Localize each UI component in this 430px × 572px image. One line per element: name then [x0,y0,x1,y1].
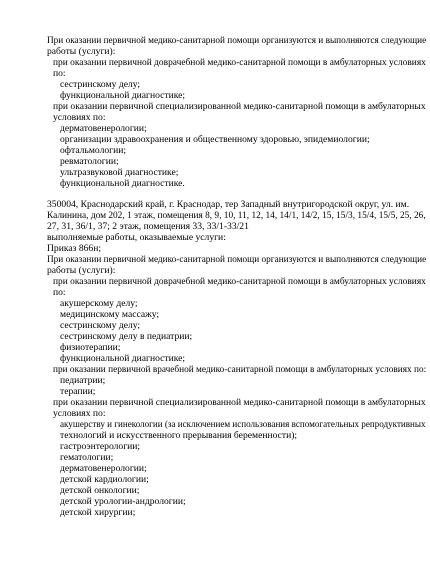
address-line: 27, 31, 36/1, 37; 2 этаж, помещения 33, 33/1-33/21 [47,221,249,232]
text-line: условиях по: [53,408,106,419]
text-line: при оказании первичной доврачебной медико-санитарной помощи в амбулаторных условиях [53,276,426,287]
text-line: при оказании первичной доврачебной медико-санитарной помощи в амбулаторных условиях [53,57,426,68]
text-line: физиотерапии; [60,342,121,353]
text-line: ультразвуковой диагностике; [60,167,179,178]
text-line: организации здравоохранения и общественному здоровью, эпидемиологии; [60,134,370,145]
text-line: выполняемые работы, оказываемые услуги: [47,232,226,243]
text-line: гематологии; [60,452,114,463]
text-line: технологий и искусственного прерывания беременности); [60,430,298,441]
text-line: при оказании первичной специализированной медико-санитарной помощи в амбулаторных [53,397,426,408]
text-line: офтальмологии; [60,145,127,156]
text-line: детской онкологии; [60,485,140,496]
text-line: акушерству и гинекологии (за исключением использования вспомогательных репродуктивных [60,419,426,430]
text-line: функциональной диагностике. [60,178,185,189]
text-line: При оказании первичной медико-санитарной помощи организуются и выполняются следующие [47,35,427,46]
text-line: при оказании первичной специализированной медико-санитарной помощи в амбулаторных [53,101,426,112]
text-line: при оказании первичной врачебной медико-санитарной помощи в амбулаторных условиях по: [53,364,427,375]
address-line: Калинина, дом 202, 1 этаж, помещения 8, 9, 10, 11, 12, 14, 14/1, 14/2, 15, 15/3, 15/4, 15/5, 25, 26, [47,210,426,221]
text-line: функциональной диагностике; [60,353,186,364]
text-line: по: [53,68,66,79]
text-line: ревматологии; [60,156,119,167]
text-line: гастроэнтерологии; [60,441,141,452]
text-line: детской кардиологии; [60,474,149,485]
text-line: работы (услуги): [47,265,116,276]
text-line: сестринскому делу; [60,79,141,90]
text-line: медицинскому массажу; [60,309,160,320]
text-line: функциональной диагностике; [60,90,186,101]
text-line: детской хирургии; [60,507,136,518]
text-line: акушерскому делу; [60,298,138,309]
text-line: дерматовенерологии; [60,463,147,474]
address-line: 350004, Краснодарский край, г. Краснодар, тер Западный внутригородской округ, ул. им. [47,199,410,210]
text-line: условиях по: [53,112,106,123]
order-line: Приказ 866н; [47,243,102,254]
text-line: педиатрии; [60,375,106,386]
text-line: терапии; [60,386,96,397]
text-line: При оказании первичной медико-санитарной помощи организуются и выполняются следующие [47,254,427,265]
text-line: сестринскому делу; [60,320,141,331]
text-line: сестринскому делу в педиатрии; [60,331,193,342]
text-line: дерматовенерологии; [60,123,147,134]
text-line: работы (услуги): [47,46,116,57]
text-line: детской урологии-андрологии; [60,496,186,507]
text-line: по: [53,287,66,298]
